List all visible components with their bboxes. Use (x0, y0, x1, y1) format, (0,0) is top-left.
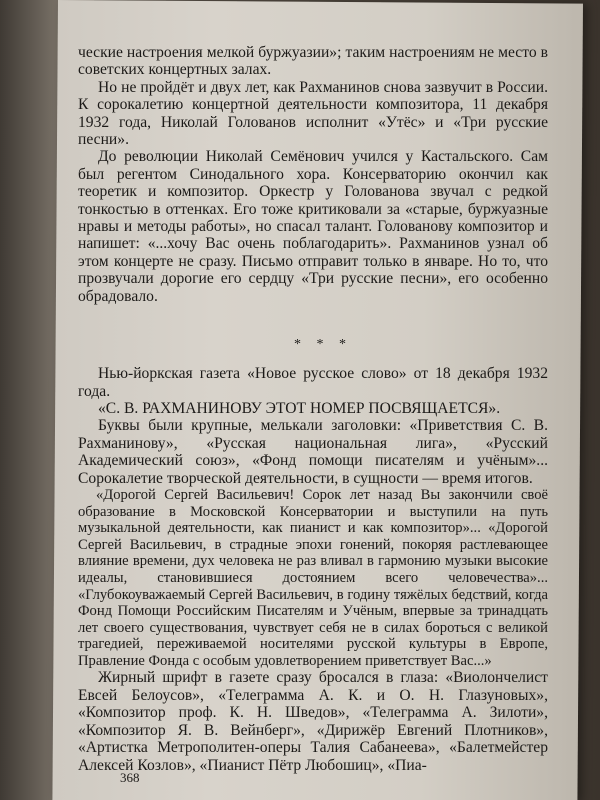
spacer (78, 305, 548, 335)
paragraph-5: «С. В. РАХМАНИНОВУ ЭТОТ НОМЕР ПОСВЯЩАЕТСЯ». (98, 399, 501, 417)
page-number: 368 (120, 770, 140, 785)
paragraph-3: До революции Николай Семёнович учился у Кастальского. Сам был регентом Синодального хора. Консерваторию окончил как теоретик и композитор. Оркестр у Голованова звучал с редкой тонкостью в оттенках. Его тоже критиковали за «старые, буржуазные нравы и методы работы», но спасал талант. Голованову композитор и напишет: «...хочу Вас очень поблагодарить». Рахманинов узнал об этом концерте не сразу. Письмо отправит только в январе. Но то, что прозвучали дорогие его сердцу «Три русские песни», его особенно обрадовало. (78, 148, 548, 305)
spacer (78, 355, 548, 365)
book-spine (0, 0, 58, 800)
page-text (78, 44, 548, 774)
paragraph-1: ческие настроения мелкой буржуазии»; таким настроениям не место в советских концертных залах. (78, 44, 548, 79)
section-separator: * * * (294, 337, 352, 353)
paragraph-7: Жирный шрифт в газете сразу бросался в глаза: «Виолончелист Евсей Белоусов», «Телеграмма А. К. и О. Н. Глазуновых», «Композитор проф. К. Н. Шведов», «Телеграмма А. Зилоти», «Композитор Я. В. Вейнберг», «Дирижёр Евгений Плотников», «Артистка Метрополитен-оперы Талия Сабанеева», «Балетмейстер Алексей Козлов», «Пианист Пётр Любошиц», «Пиа- (78, 669, 548, 774)
quote-text: «Дорогой Сергей Васильевич! Сорок лет назад Вы закончили своё образование в Московской Консерватории и выступили на путь музыкальной деятельности, как пианист и как композитор»... «Дорогой Сергей Васильевич, в страдные эпохи гонений, покоряя растлевающее влияние времени, дух человека не раз вливал в гармонию музыки высокие идеалы, становившиеся достоянием всего человечества»... «Глубокоуважаемый Сергей Васильевич, в годину тяжёлых бедствий, когда Фонд Помощи Российским Писателям и Учёным, впервые за тринадцать лет своего существования, чувствует себя не в силах бороться с великой трагедией, переживаемой носителями русской культуры в Европе, Правление Фонда с особым удовлетворением приветствует Вас...» (78, 486, 548, 669)
paragraph-4: Нью-йоркская газета «Новое русское слово» от 18 декабря 1932 года. (78, 365, 548, 400)
paragraph-2: Но не пройдёт и двух лет, как Рахманинов снова зазвучит в России. К сорокалетию концертной деятельности композитора, 11 декабря 1932 года, Николай Голованов исполнит «Утёс» и «Три русские песни». (78, 78, 548, 149)
quote-block (78, 487, 548, 670)
paragraph-6: Буквы были крупные, мелькали заголовки: «Приветствия С. В. Рахманинову», «Русская национальная лига», «Русский Академический союз», «Фонд помощи писателям и учёным»... Сорокалетие творческой деятельности, в сущности — время итогов. (78, 417, 548, 487)
